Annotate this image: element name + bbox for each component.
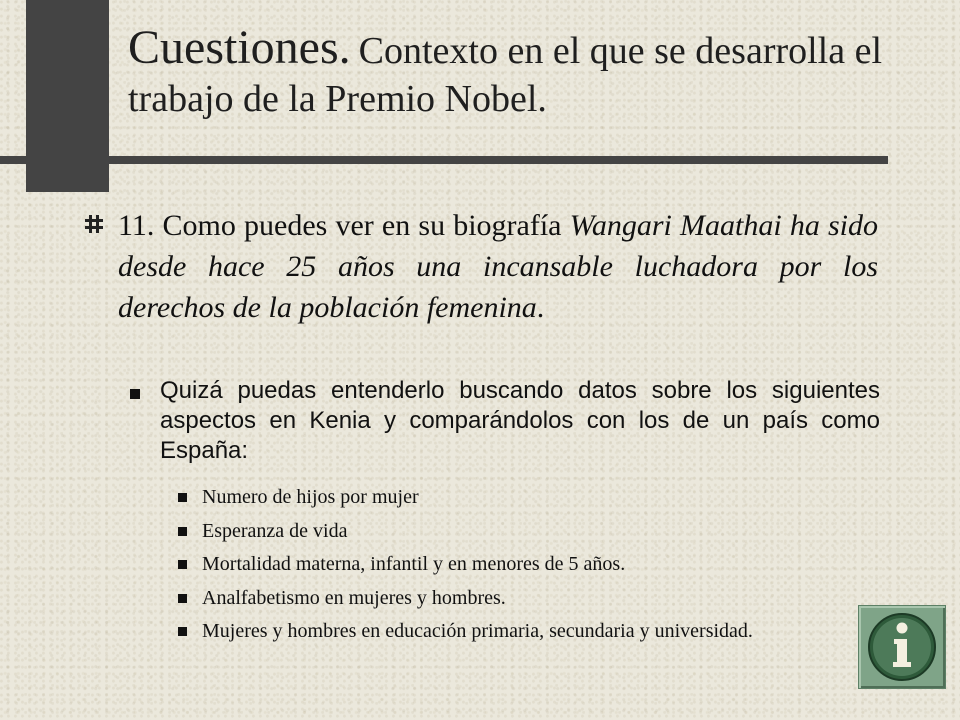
square-bullet-icon	[130, 389, 140, 399]
person-name: Wangari Maathai	[569, 209, 782, 242]
list-item: Numero de hijos por mujer	[202, 485, 847, 509]
slide-title	[128, 20, 928, 121]
square-bullet-icon	[178, 493, 187, 502]
list-item: Mujeres y hombres en educación primaria, secundaria y universidad.	[202, 619, 847, 643]
decorative-horizontal-bar	[0, 156, 888, 164]
question-number: 11	[118, 209, 147, 242]
question-text	[118, 205, 878, 328]
question-text-a: . Como puedes ver en su biografía	[146, 209, 570, 242]
list-item: Mortalidad materna, infantil y en menores de 5 años.	[202, 552, 847, 576]
info-icon	[859, 606, 945, 688]
subpoint-text: Quizá puedas entenderlo buscando datos sobre los siguientes aspectos en Kenia y comparándolos con los de un país como España:	[160, 377, 880, 464]
square-bullet-icon	[178, 594, 187, 603]
title-main: Cuestiones.	[128, 21, 351, 74]
square-bullet-icon	[178, 560, 187, 569]
square-bullet-icon	[178, 627, 187, 636]
question-text-b: ha sido desde hace 25 años una incansable luchadora por los derechos de la población femenina	[118, 209, 879, 324]
question-end: .	[536, 291, 545, 324]
title-sub: Contexto en el que se desarrolla el trabajo de la Premio Nobel.	[128, 30, 883, 120]
square-bullet-icon	[178, 527, 187, 536]
list-item: Esperanza de vida	[202, 519, 847, 543]
info-button[interactable]	[858, 605, 946, 689]
list-item: Analfabetismo en mujeres y hombres.	[202, 586, 847, 610]
aspects-list	[202, 485, 847, 653]
hash-bullet-icon	[84, 214, 104, 234]
